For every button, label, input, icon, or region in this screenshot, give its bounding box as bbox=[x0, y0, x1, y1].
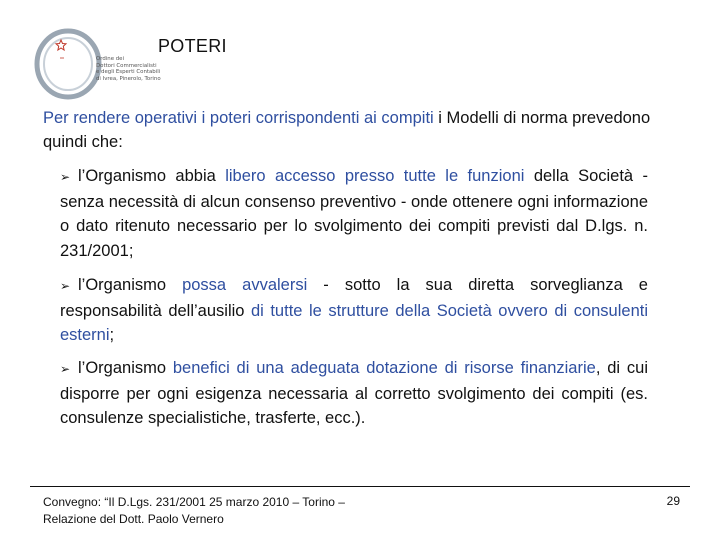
intro-highlight: Per rendere operativi i poteri corrispondenti ai compiti bbox=[43, 109, 434, 127]
footer-caption bbox=[43, 494, 423, 528]
intro-paragraph bbox=[43, 106, 653, 154]
bullet-item bbox=[60, 273, 648, 348]
bullet-item bbox=[60, 356, 648, 431]
arrow-bullet-icon: ➢ bbox=[60, 170, 71, 184]
intro-text: i Modelli di norma prevedono quindi che: bbox=[43, 109, 651, 151]
bullet-item bbox=[60, 164, 648, 263]
page-title: POTERI bbox=[158, 36, 227, 56]
footer-line-2: Relazione del Dott. Paolo Vernero bbox=[43, 512, 224, 526]
bullet-text: della Società - senza necessità di alcun consenso preventivo - onde ottenere ogni informazione o dato ritenuto necessario per lo svolgimento dei compiti previsti dal D.lgs. n. 231/2001; bbox=[60, 167, 648, 260]
logo-text: Ordine dei Dottori Commercialisti e degli Esperti Contabili di Ivrea, Pinerolo, Torino bbox=[96, 56, 161, 82]
page-number: 29 bbox=[666, 494, 680, 508]
bullet-text: - sotto la sua diretta sorveglianza e responsabilità dell’ausilio bbox=[60, 276, 648, 320]
bullet-lead: l’Organismo bbox=[78, 276, 183, 294]
bullet-highlight-2: di tutte le strutture della Società ovvero di consulenti esterni bbox=[60, 301, 649, 344]
bullet-text-end: ; bbox=[109, 326, 115, 344]
arrow-bullet-icon: ➢ bbox=[60, 279, 71, 293]
logo bbox=[30, 22, 160, 102]
bullet-highlight: libero accesso presso tutte le funzioni bbox=[225, 167, 525, 185]
footer-divider bbox=[30, 486, 690, 487]
arrow-bullet-icon: ➢ bbox=[60, 362, 71, 376]
bullet-text: , di cui disporre per ogni esigenza necessaria al corretto svolgimento dei compiti (es. consulenze specialistiche, trasferte, ecc.). bbox=[60, 359, 648, 427]
bullet-lead: l’Organismo abbia bbox=[78, 167, 226, 185]
bullet-lead: l’Organismo bbox=[78, 359, 173, 377]
footer-line-1: Convegno: “Il D.Lgs. 231/2001 25 marzo 2010 – Torino – bbox=[43, 495, 345, 509]
bullet-highlight: benefici di una adeguata dotazione di risorse finanziarie bbox=[172, 359, 596, 377]
bullet-highlight: possa avvalersi bbox=[182, 276, 308, 294]
